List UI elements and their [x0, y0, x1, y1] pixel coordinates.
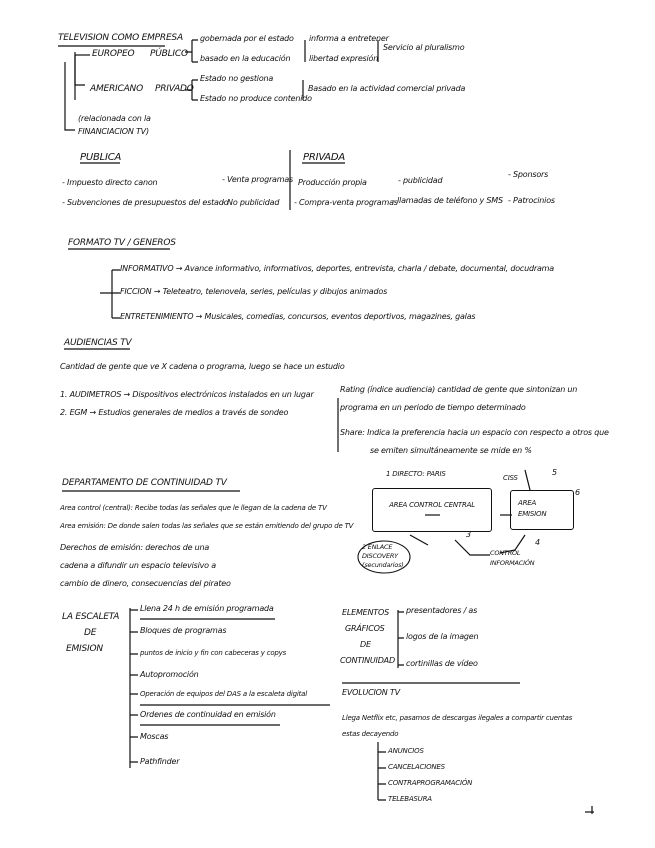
graficos-title: CONTINUIDAD: [340, 656, 395, 665]
publico-detail: informa a entretener: [309, 34, 389, 43]
section-title-audiencias: AUDIENCIAS TV: [64, 338, 132, 348]
evolucion-item: CANCELACIONES: [388, 763, 445, 771]
share-def: Share: Indica la preferencia hacia un espacio con respecto a otros que: [340, 428, 609, 437]
publica-item: - Subvenciones de presupuestos del estado: [62, 198, 229, 207]
derechos-emision: cadena a difundir un espacio televisivo a: [60, 561, 216, 570]
rating-def: Rating (índice audiencia) cantidad de gente que sintonizan un: [340, 385, 578, 394]
genero-informativo: INFORMATIVO → Avance informativo, informativos, deportes, entrevista, charla / debate, documental, docudrama: [120, 264, 554, 273]
diagram-area-emision: AREA EMISION: [518, 499, 547, 518]
evolucion-item: TELEBASURA: [388, 795, 432, 803]
publica-item: - Impuesto directo canon: [62, 178, 158, 187]
evolucion-text: Llega Netflix etc, pasamos de descargas ilegales a compartir cuentas: [342, 714, 573, 722]
privada-item: - Sponsors: [508, 170, 549, 179]
derechos-emision: cambio de dinero, consecuencias del pirateo: [60, 579, 231, 588]
label-publico: PÚBLICO: [150, 49, 188, 59]
audiencias-metodo: 1. AUDIMETROS → Dispositivos electrónicos instalados en un lugar: [60, 390, 314, 399]
publico-detail: basado en la educación: [200, 54, 291, 63]
publico-detail: libertad expresión: [309, 54, 379, 63]
graficos-item: presentadores / as: [406, 606, 478, 615]
financiacion-note: (relacionada con la: [78, 114, 151, 123]
diagram-control-informacion: CONTROL INFORMACIÓN: [490, 549, 535, 567]
evolucion-text: estas decayendo: [342, 730, 399, 738]
escaleta-title: LA ESCALETA: [62, 612, 120, 622]
privado-detail: Estado no gestiona: [200, 74, 274, 83]
privado-detail: Basado en la actividad comercial privada: [308, 84, 466, 93]
escaleta-item: Ordenes de continuidad en emisión: [140, 710, 276, 719]
escaleta-item: Operación de equipos del DAS a la escaleta digital: [140, 690, 307, 698]
diagram-number: 4: [535, 538, 540, 547]
section-title-tv-empresa: TELEVISION COMO EMPRESA: [58, 33, 183, 43]
diagram-enlace: 2 ENLACE DISCOVERY (secundarios): [362, 543, 404, 569]
diagram-number: 3: [466, 530, 471, 539]
label-europeo: EUROPEO: [92, 49, 135, 59]
heading-privada: PRIVADA: [303, 152, 346, 163]
genero-ficcion: FICCION → Teleteatro, telenovela, series, películas y dibujos animados: [120, 287, 388, 296]
audiencias-def: Cantidad de gente que ve X cadena o programa, luego se hace un estudio: [60, 362, 345, 371]
continuidad-area-emision: Area emisión: De donde salen todas las señales que se están emitiendo del grupo de TV: [60, 522, 354, 530]
diagram-number: 6: [575, 488, 580, 497]
continuidad-area-control: Area control (central): Recibe todas las señales que le llegan de la cadena de TV: [60, 504, 327, 512]
escaleta-item: puntos de inicio y fin con cabeceras y copys: [140, 649, 287, 657]
genero-entretenimiento: ENTRETENIMIENTO → Musicales, comedias, concursos, eventos deportivos, magazines, galas: [120, 312, 476, 321]
section-title-formato: FORMATO TV / GENEROS: [68, 238, 176, 248]
publico-detail: Servicio al pluralismo: [383, 43, 465, 52]
privada-item: - Patrocinios: [508, 196, 555, 205]
escaleta-item: Autopromoción: [140, 670, 199, 679]
evolucion-item: ANUNCIOS: [388, 747, 424, 755]
publico-detail: gobernada por el estado: [200, 34, 294, 43]
escaleta-title: EMISION: [66, 644, 103, 654]
privada-item: - llamadas de teléfono y SMS: [392, 196, 503, 205]
section-title-continuidad: DEPARTAMENTO DE CONTINUIDAD TV: [62, 478, 227, 488]
publica-item: - No publicidad: [222, 198, 280, 207]
privada-item: Producción propia: [298, 178, 367, 187]
graficos-item: logos de la imagen: [406, 632, 479, 641]
privada-item: - publicidad: [398, 176, 443, 185]
label-americano: AMERICANO: [90, 84, 143, 94]
audiencias-metodo: 2. EGM → Estudios generales de medios a través de sondeo: [60, 408, 289, 417]
diagram-ciss: CISS: [503, 474, 518, 482]
label-privado: PRIVADO: [155, 84, 194, 94]
evolucion-item: CONTRAPROGRAMACIÓN: [388, 779, 473, 787]
privada-item: - Compra-venta programas: [294, 198, 398, 207]
escaleta-item: Pathfinder: [140, 757, 180, 766]
publica-item: - Venta programas: [222, 175, 294, 184]
graficos-title: DE: [360, 640, 371, 649]
graficos-title: GRÁFICOS: [345, 624, 385, 633]
privado-detail: Estado no produce contenido: [200, 94, 312, 103]
escaleta-item: Moscas: [140, 732, 169, 741]
diagram-directo: 1 DIRECTO: PARIS: [386, 470, 446, 478]
diagram-number: 5: [552, 468, 557, 477]
diagram-area-control: AREA CONTROL CENTRAL: [389, 501, 475, 509]
escaleta-item: Bloques de programas: [140, 626, 227, 635]
heading-publica: PUBLICA: [80, 152, 122, 163]
graficos-item: cortinillas de vídeo: [406, 659, 478, 668]
derechos-emision: Derechos de emisión: derechos de una: [60, 543, 210, 552]
financiacion-note: FINANCIACION TV): [78, 127, 149, 136]
share-def: se emiten simultáneamente se mide en %: [370, 446, 532, 455]
escaleta-title: DE: [84, 628, 97, 638]
escaleta-item: Llena 24 h de emisión programada: [140, 604, 274, 613]
graficos-title: ELEMENTOS: [342, 608, 389, 617]
evolucion-title: EVOLUCION TV: [342, 688, 400, 697]
rating-def: programa en un periodo de tiempo determinado: [340, 403, 526, 412]
